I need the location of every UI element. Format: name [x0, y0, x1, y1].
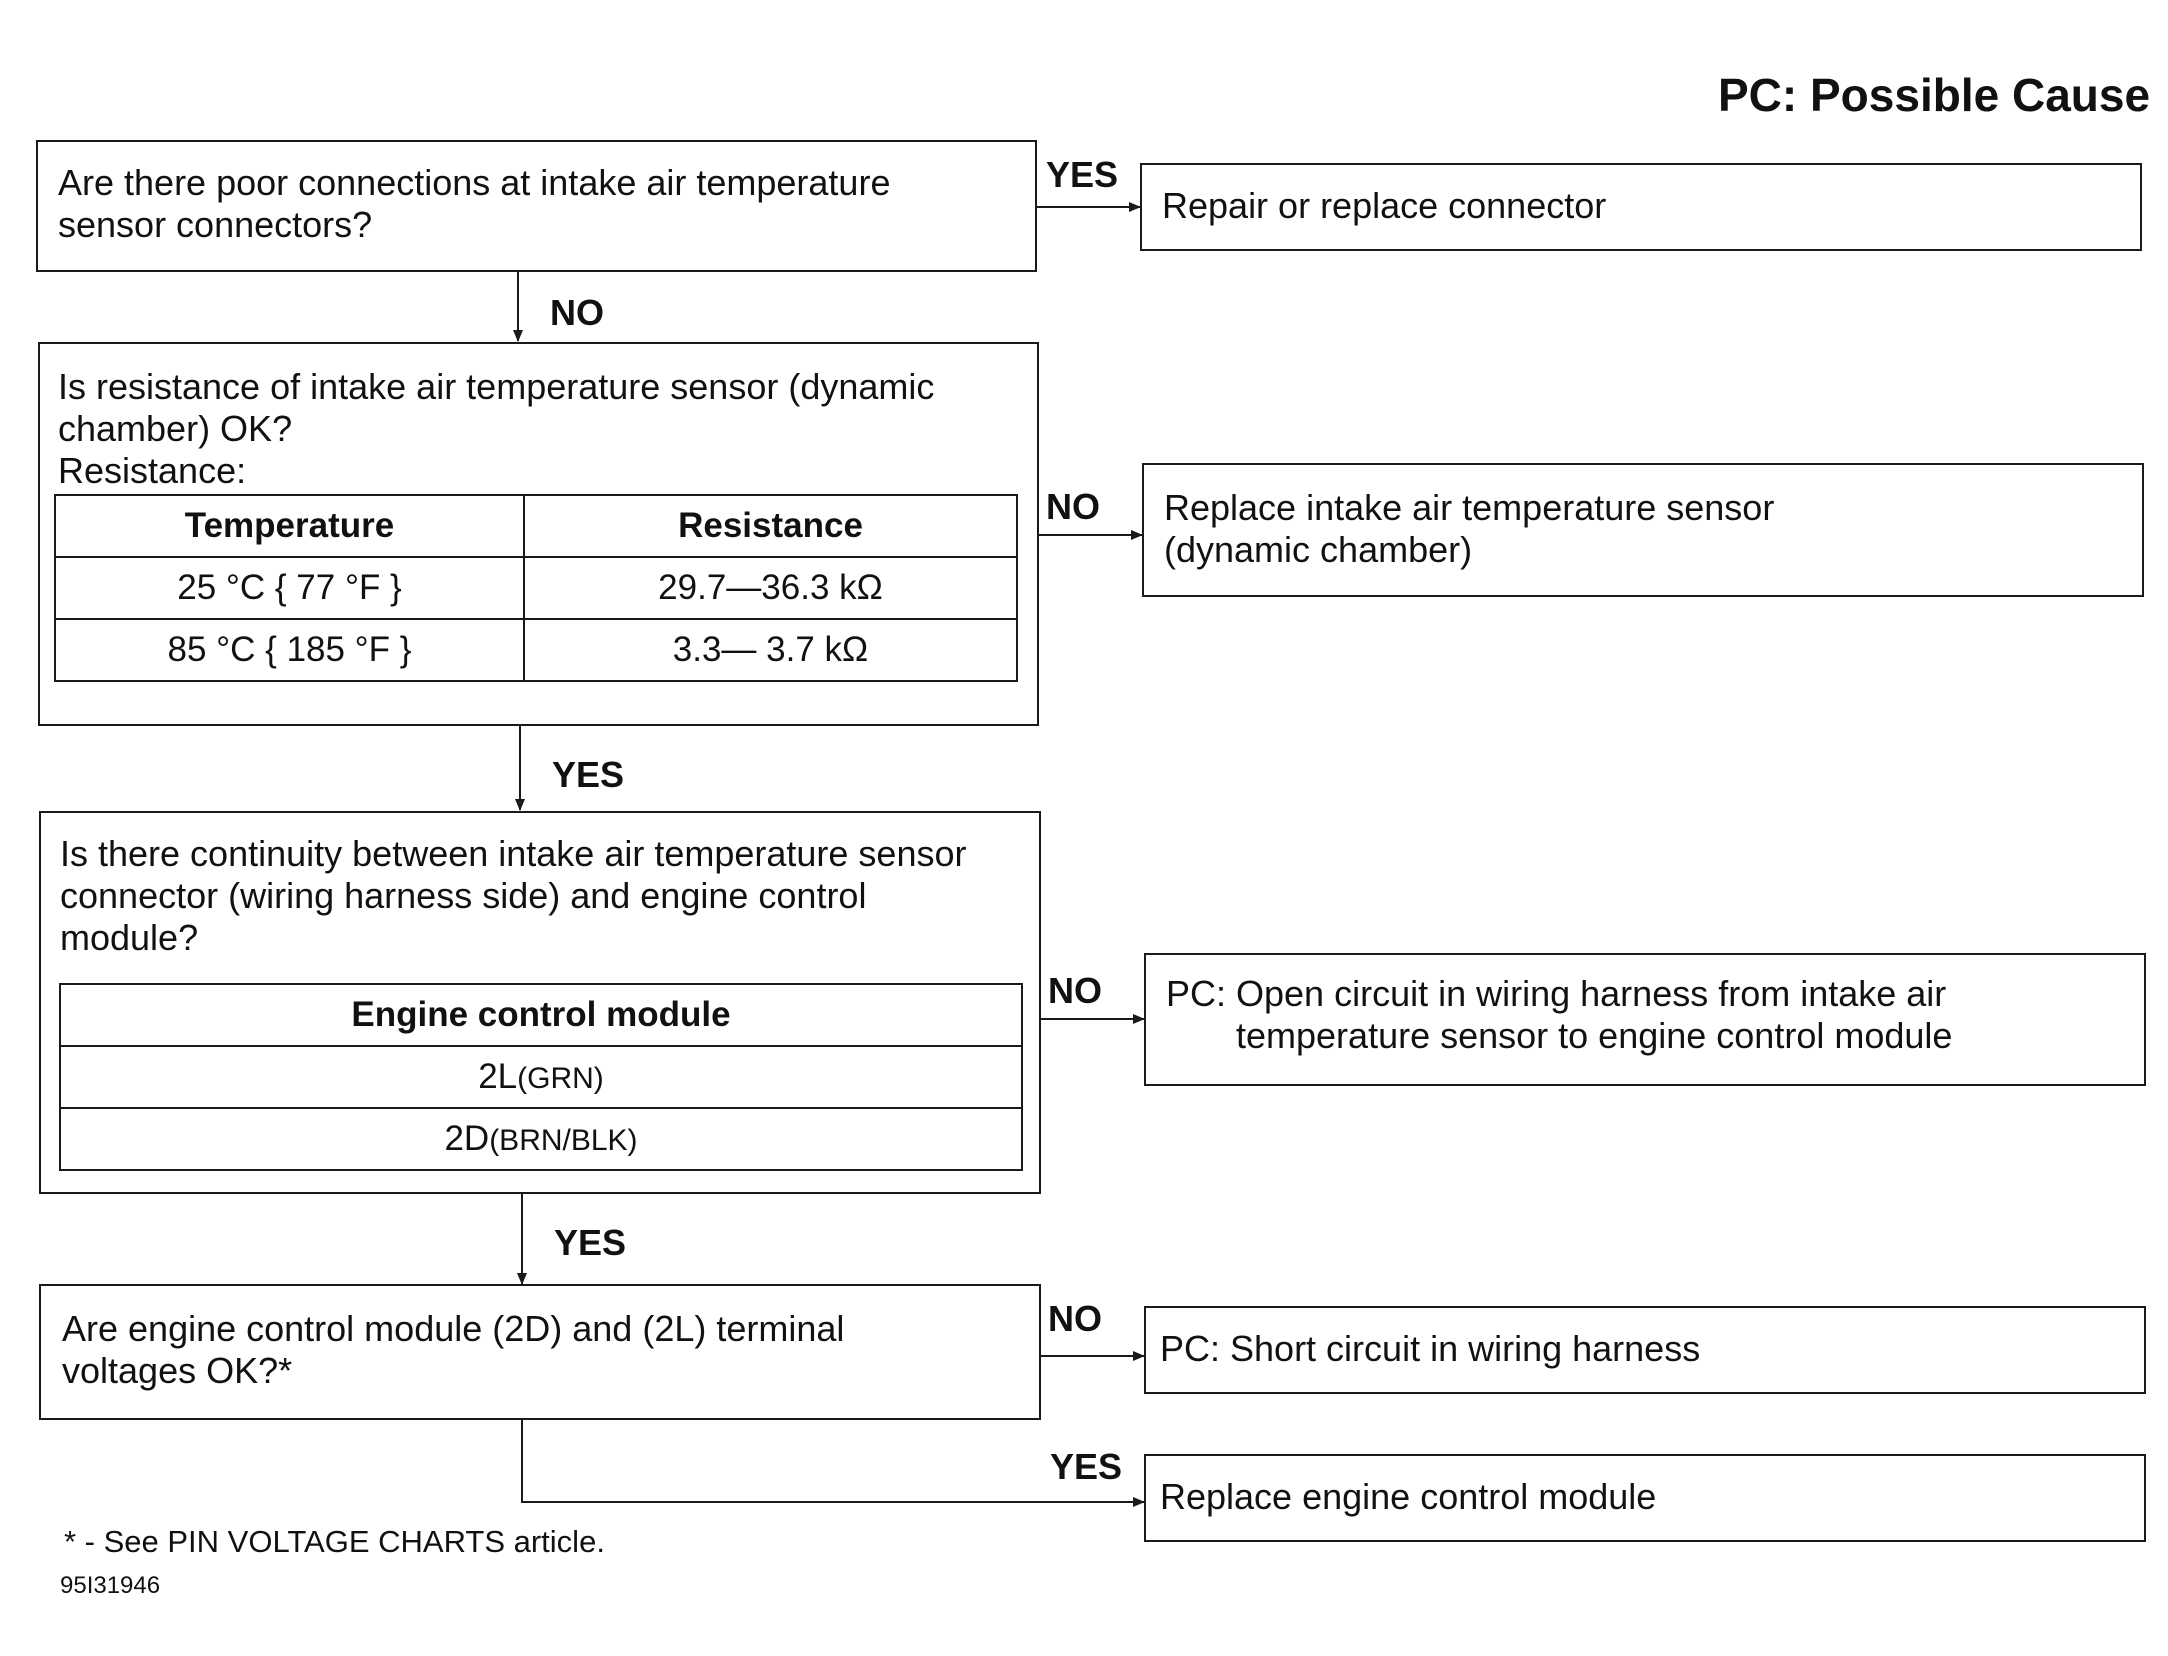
resistance-table-cell: 85 °C { 185 °F } [55, 619, 524, 681]
step3-question-line3: module? [60, 917, 199, 958]
step2-result-line1: Replace intake air temperature sensor [1164, 487, 1775, 528]
terminal-id: 2L [478, 1057, 518, 1096]
step3-no-label: NO [1048, 970, 1102, 1011]
wire-color: (GRN) [517, 1062, 604, 1095]
step2-no-label: NO [1046, 486, 1100, 527]
step2-question-line3: Resistance: [58, 450, 247, 491]
ecm-terminal-table [59, 983, 1023, 1171]
step3-yes-label: YES [554, 1222, 627, 1263]
step4-question-line2: voltages OK?* [62, 1350, 293, 1391]
step1-question-line1: Are there poor connections at intake air temperature [58, 162, 891, 203]
step2-result-line2: (dynamic chamber) [1164, 529, 1473, 570]
terminal-id: 2D [444, 1119, 490, 1158]
figure-id: 95I31946 [60, 1572, 161, 1599]
step1-result-text: Repair or replace connector [1162, 185, 1607, 226]
step4-result-box [1144, 1306, 2146, 1394]
step3-result-line1: PC: Open circuit in wiring harness from intake air [1166, 973, 1947, 1014]
page-title: PC: Possible Cause [1718, 69, 2151, 121]
footnote: * - See PIN VOLTAGE CHARTS article. [64, 1524, 605, 1559]
step3-question-box [39, 811, 1041, 1194]
step4-no-label: NO [1048, 1298, 1102, 1339]
table-row [55, 557, 1017, 619]
step4-question-box [39, 1284, 1041, 1420]
step4-yes-label: YES [1050, 1446, 1123, 1487]
step4-question-line1: Are engine control module (2D) and (2L) terminal [62, 1308, 845, 1349]
step2-question-line2: chamber) OK? [58, 408, 293, 449]
step2-yes-label: YES [552, 754, 625, 795]
step1-question-box [36, 140, 1037, 272]
resistance-table-header-temperature: Temperature [55, 495, 524, 557]
wire-color: (BRN/BLK) [489, 1124, 638, 1157]
ecm-table-cell [60, 1046, 1022, 1108]
resistance-table-header-resistance: Resistance [524, 495, 1017, 557]
table-row [60, 1108, 1022, 1170]
step4-final-result-box [1144, 1454, 2146, 1542]
ecm-table-cell [60, 1108, 1022, 1170]
step4-final-result-text: Replace engine control module [1160, 1476, 1657, 1517]
step3-question-line2: connector (wiring harness side) and engine control [60, 875, 867, 916]
step2-result-box [1142, 463, 2144, 597]
resistance-table-cell: 29.7—36.3 kΩ [524, 557, 1017, 619]
step2-question-line1: Is resistance of intake air temperature sensor (dynamic [58, 366, 935, 407]
step1-no-label: NO [550, 292, 604, 333]
step1-question-line2: sensor connectors? [58, 204, 373, 245]
step2-question-box [38, 342, 1039, 726]
step4-result-text: PC: Short circuit in wiring harness [1160, 1328, 1701, 1369]
ecm-table-header: Engine control module [60, 984, 1022, 1046]
step1-result-box [1140, 163, 2142, 251]
table-row [55, 619, 1017, 681]
table-row [60, 1046, 1022, 1108]
step3-result-box [1144, 953, 2146, 1086]
step3-result-line2: temperature sensor to engine control module [1236, 1015, 1953, 1056]
resistance-table-cell: 3.3— 3.7 kΩ [524, 619, 1017, 681]
step1-yes-label: YES [1046, 154, 1119, 195]
resistance-table [54, 494, 1018, 682]
step3-question-line1: Is there continuity between intake air temperature sensor [60, 833, 967, 874]
resistance-table-cell: 25 °C { 77 °F } [55, 557, 524, 619]
